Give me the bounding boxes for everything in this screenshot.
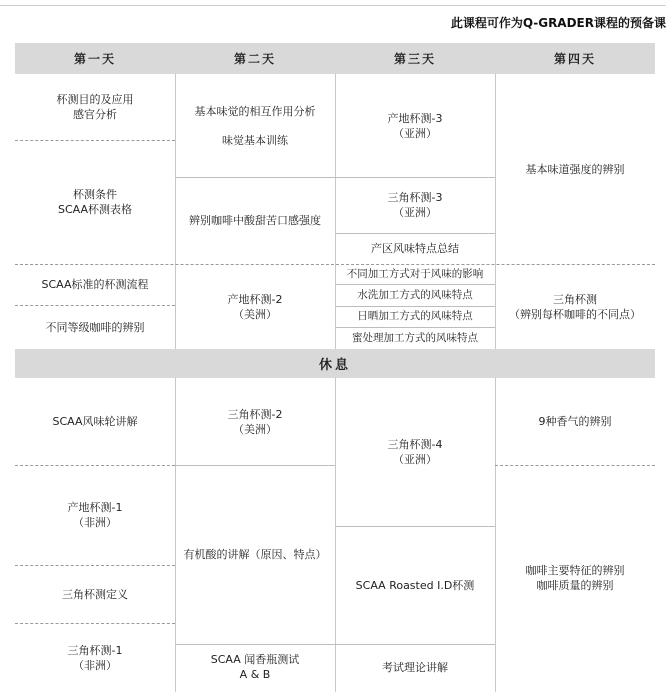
header-day-2: 第二天: [175, 43, 335, 74]
schedule-cell: SCAA风味轮讲解: [52, 415, 138, 428]
schedule-cell: SCAA标准的杯测流程: [41, 278, 149, 291]
schedule-cell: SCAA Roasted I.D杯测: [355, 578, 475, 592]
schedule-cell: 三角杯测-2 （美洲）: [227, 407, 283, 436]
schedule-cell: 三角杯测定义: [62, 587, 128, 601]
schedule-cell: 产区风味特点总结: [371, 242, 459, 255]
schedule-cell: SCAA 闻香瓶测试 A & B: [210, 653, 300, 681]
header-day-4: 第四天: [495, 43, 655, 74]
header-day-1: 第一天: [15, 43, 175, 74]
schedule-cell: 有机酸的讲解（原因、特点）: [183, 548, 327, 561]
schedule-cell: 三角杯测 （辨别每杯咖啡的不同点）: [509, 292, 641, 321]
schedule-cell: 杯测目的及应用 感官分析: [56, 93, 134, 121]
top-divider: [0, 0, 666, 6]
header-day-3: 第三天: [335, 43, 495, 74]
break-row: 休息: [15, 349, 655, 378]
schedule-cell: 基本味道强度的辨别: [525, 162, 625, 176]
schedule-cell: 基本味觉的相互作用分析 味觉基本训练: [194, 104, 316, 147]
schedule-cell: 辨别咖啡中酸甜苦口感强度: [189, 214, 321, 227]
schedule-cell: 9种香气的辨别: [538, 415, 612, 428]
course-note: 此课程可作为Q-GRADER课程的预备课: [450, 16, 666, 30]
schedule-cell: 杯测条件 SCAA杯测表格: [57, 188, 133, 216]
schedule-cell: 水洗加工方式的风味特点: [357, 288, 473, 301]
schedule-cell: 不同等级咖啡的辨别: [45, 320, 145, 334]
schedule-cell: 考试理论讲解: [382, 660, 448, 674]
schedule-cell: 产地杯测-3 （亚洲）: [387, 111, 443, 140]
schedule-cell: 三角杯测-3 （亚洲）: [387, 191, 443, 219]
schedule-cell: 产地杯测-1 （非洲）: [67, 501, 123, 529]
schedule-cell: 咖啡主要特征的辨别 咖啡质量的辨别: [525, 563, 625, 592]
schedule-cell: 日晒加工方式的风味特点: [357, 310, 473, 322]
schedule-cell: 蜜处理加工方式的风味特点: [352, 331, 478, 344]
schedule-cell: 产地杯测-2 （美洲）: [227, 292, 283, 321]
schedule-cell: 不同加工方式对于风味的影响: [346, 267, 484, 280]
schedule-cell: 三角杯测-4 （亚洲）: [387, 438, 443, 466]
schedule-cell: 三角杯测-1 （非洲）: [67, 643, 123, 672]
